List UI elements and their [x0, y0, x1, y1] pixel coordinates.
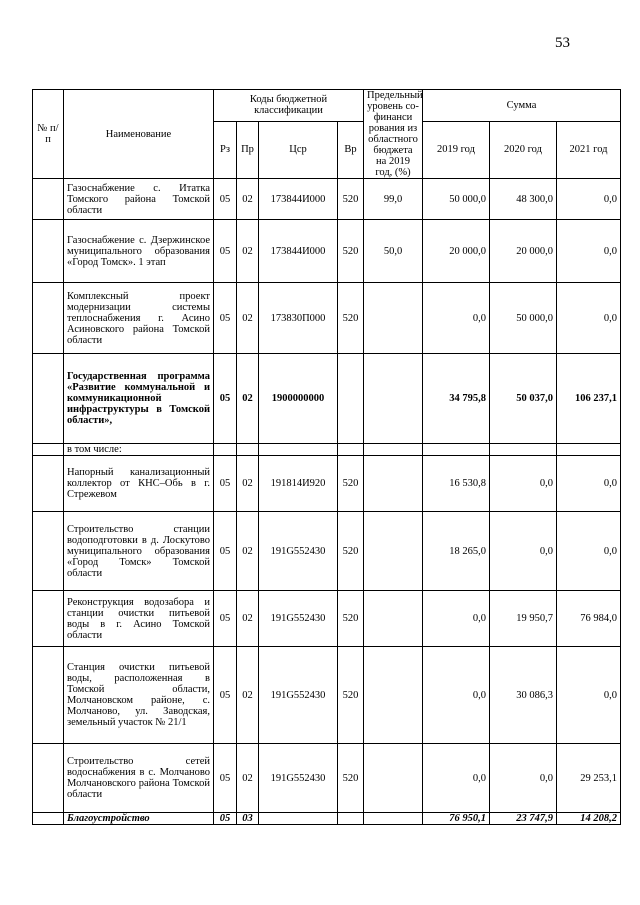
row-name: Комплексный проект модернизации системы теплоснабжения г. Асино Асиновского района Томской области	[64, 283, 214, 354]
row-sum-2019: 0,0	[423, 647, 490, 744]
row-sum-2021: 14 208,2	[557, 813, 621, 825]
row-sum-2020: 50 000,0	[490, 283, 557, 354]
row-vr: 520	[338, 512, 364, 591]
row-sum-2021	[557, 444, 621, 456]
header-2020: 2020 год	[490, 121, 557, 178]
header-pr: Пр	[237, 121, 259, 178]
header-cofinancing: Предельный уровень со-финанси рования из областного бюджета на 2019 год, (%)	[364, 90, 423, 179]
row-pr: 02	[237, 179, 259, 220]
table-row	[33, 512, 621, 591]
row-vr: 520	[338, 744, 364, 813]
row-csr	[259, 444, 338, 456]
row-csr: 1900000000	[259, 354, 338, 444]
row-vr: 520	[338, 456, 364, 512]
row-name: Напорный канализационный коллектор от КНС–Обь в г. Стрежевом	[64, 456, 214, 512]
table-row	[33, 220, 621, 283]
table-row	[33, 354, 621, 444]
table-row	[33, 591, 621, 647]
row-pr: 02	[237, 512, 259, 591]
row-sum-2020: 50 037,0	[490, 354, 557, 444]
row-rz: 05	[214, 283, 237, 354]
row-sum-2019: 18 265,0	[423, 512, 490, 591]
row-sum-2019: 16 530,8	[423, 456, 490, 512]
table-row	[33, 647, 621, 744]
row-csr: 191G552430	[259, 512, 338, 591]
row-vr	[338, 354, 364, 444]
row-vr: 520	[338, 591, 364, 647]
table-row	[33, 444, 621, 456]
row-sum-2019: 0,0	[423, 744, 490, 813]
header-2019: 2019 год	[423, 121, 490, 178]
row-cofinancing: 99,0	[364, 179, 423, 220]
header-codes: Коды бюджетной классификации	[214, 90, 364, 122]
table-row	[33, 813, 621, 825]
row-sum-2019: 0,0	[423, 283, 490, 354]
table-row	[33, 456, 621, 512]
row-rz: 05	[214, 512, 237, 591]
header-sum: Сумма	[423, 90, 621, 122]
row-rz: 05	[214, 456, 237, 512]
row-name: Строительство сетей водоснабжения в с. Молчаново Молчановского района Томской области	[64, 744, 214, 813]
row-rz: 05	[214, 179, 237, 220]
row-csr: 191G552430	[259, 744, 338, 813]
row-pr: 02	[237, 744, 259, 813]
row-name: Газоснабжение с. Дзержинское муниципального образования «Город Томск». 1 этап	[64, 220, 214, 283]
row-sum-2019: 0,0	[423, 591, 490, 647]
header-csr: Цср	[259, 121, 338, 178]
row-pr: 02	[237, 283, 259, 354]
row-pr: 02	[237, 647, 259, 744]
table-body	[33, 179, 621, 825]
header-vr: Вр	[338, 121, 364, 178]
row-rz: 05	[214, 647, 237, 744]
row-rz: 05	[214, 591, 237, 647]
row-rz: 05	[214, 813, 237, 825]
table-row	[33, 283, 621, 354]
row-vr: 520	[338, 220, 364, 283]
row-csr: 191814И920	[259, 456, 338, 512]
row-number	[33, 220, 64, 283]
row-sum-2020: 23 747,9	[490, 813, 557, 825]
row-vr: 520	[338, 179, 364, 220]
row-sum-2021: 0,0	[557, 220, 621, 283]
row-sum-2021: 0,0	[557, 283, 621, 354]
budget-table	[32, 89, 621, 825]
row-pr: 02	[237, 456, 259, 512]
row-pr	[237, 444, 259, 456]
row-cofinancing	[364, 354, 423, 444]
row-sum-2019: 34 795,8	[423, 354, 490, 444]
row-vr: 520	[338, 647, 364, 744]
page-number: 53	[555, 35, 570, 51]
row-number	[33, 647, 64, 744]
row-rz	[214, 444, 237, 456]
row-pr: 03	[237, 813, 259, 825]
row-csr: 173844И000	[259, 220, 338, 283]
table-row	[33, 744, 621, 813]
row-sum-2021: 29 253,1	[557, 744, 621, 813]
header-name: Наименование	[64, 90, 214, 179]
row-sum-2020: 30 086,3	[490, 647, 557, 744]
row-name: Государственная программа «Развитие коммунальной и коммуникационной инфраструктуры в Томской области»,	[64, 354, 214, 444]
row-sum-2020: 48 300,0	[490, 179, 557, 220]
row-sum-2021: 0,0	[557, 179, 621, 220]
row-csr: 191G552430	[259, 647, 338, 744]
row-name: Благоустройство	[64, 813, 214, 825]
row-csr	[259, 813, 338, 825]
row-cofinancing	[364, 444, 423, 456]
row-csr: 173830П000	[259, 283, 338, 354]
row-cofinancing	[364, 744, 423, 813]
row-number	[33, 512, 64, 591]
row-cofinancing	[364, 591, 423, 647]
row-rz: 05	[214, 744, 237, 813]
row-number	[33, 744, 64, 813]
header-rz: Рз	[214, 121, 237, 178]
row-cofinancing	[364, 283, 423, 354]
row-number	[33, 456, 64, 512]
row-sum-2019: 76 950,1	[423, 813, 490, 825]
row-sum-2021: 0,0	[557, 647, 621, 744]
row-csr: 191G552430	[259, 591, 338, 647]
row-number	[33, 813, 64, 825]
row-name: Реконструкция водозабора и станции очистки питьевой воды в г. Асино Томской области	[64, 591, 214, 647]
row-pr: 02	[237, 354, 259, 444]
row-sum-2021: 0,0	[557, 456, 621, 512]
row-sum-2020: 20 000,0	[490, 220, 557, 283]
row-vr	[338, 444, 364, 456]
row-cofinancing	[364, 456, 423, 512]
row-sum-2021: 0,0	[557, 512, 621, 591]
row-cofinancing	[364, 813, 423, 825]
row-number	[33, 283, 64, 354]
header-2021: 2021 год	[557, 121, 621, 178]
row-sum-2019: 50 000,0	[423, 179, 490, 220]
row-name: Строительство станции водоподготовки в д. Лоскутово муниципального образования «Город Томск» Томской области	[64, 512, 214, 591]
row-csr: 173844И000	[259, 179, 338, 220]
row-number	[33, 591, 64, 647]
row-name: Газоснабжение с. Итатка Томского района Томской области	[64, 179, 214, 220]
row-number	[33, 354, 64, 444]
row-sum-2019	[423, 444, 490, 456]
row-cofinancing	[364, 647, 423, 744]
row-name: Станция очистки питьевой воды, расположенная в Томской области, Молчановском районе, с. Молчаново, ул. Заводская, земельный участок № 21/1	[64, 647, 214, 744]
row-vr	[338, 813, 364, 825]
row-sum-2019: 20 000,0	[423, 220, 490, 283]
row-sum-2020	[490, 444, 557, 456]
row-sum-2020: 0,0	[490, 512, 557, 591]
row-name: в том числе:	[64, 444, 214, 456]
row-sum-2020: 19 950,7	[490, 591, 557, 647]
row-sum-2021: 76 984,0	[557, 591, 621, 647]
row-number	[33, 179, 64, 220]
row-cofinancing	[364, 512, 423, 591]
row-rz: 05	[214, 354, 237, 444]
row-pr: 02	[237, 591, 259, 647]
row-sum-2020: 0,0	[490, 456, 557, 512]
row-rz: 05	[214, 220, 237, 283]
row-number	[33, 444, 64, 456]
row-sum-2021: 106 237,1	[557, 354, 621, 444]
table-row	[33, 179, 621, 220]
row-cofinancing: 50,0	[364, 220, 423, 283]
row-sum-2020: 0,0	[490, 744, 557, 813]
row-vr: 520	[338, 283, 364, 354]
row-pr: 02	[237, 220, 259, 283]
header-num: № п/п	[33, 90, 64, 179]
